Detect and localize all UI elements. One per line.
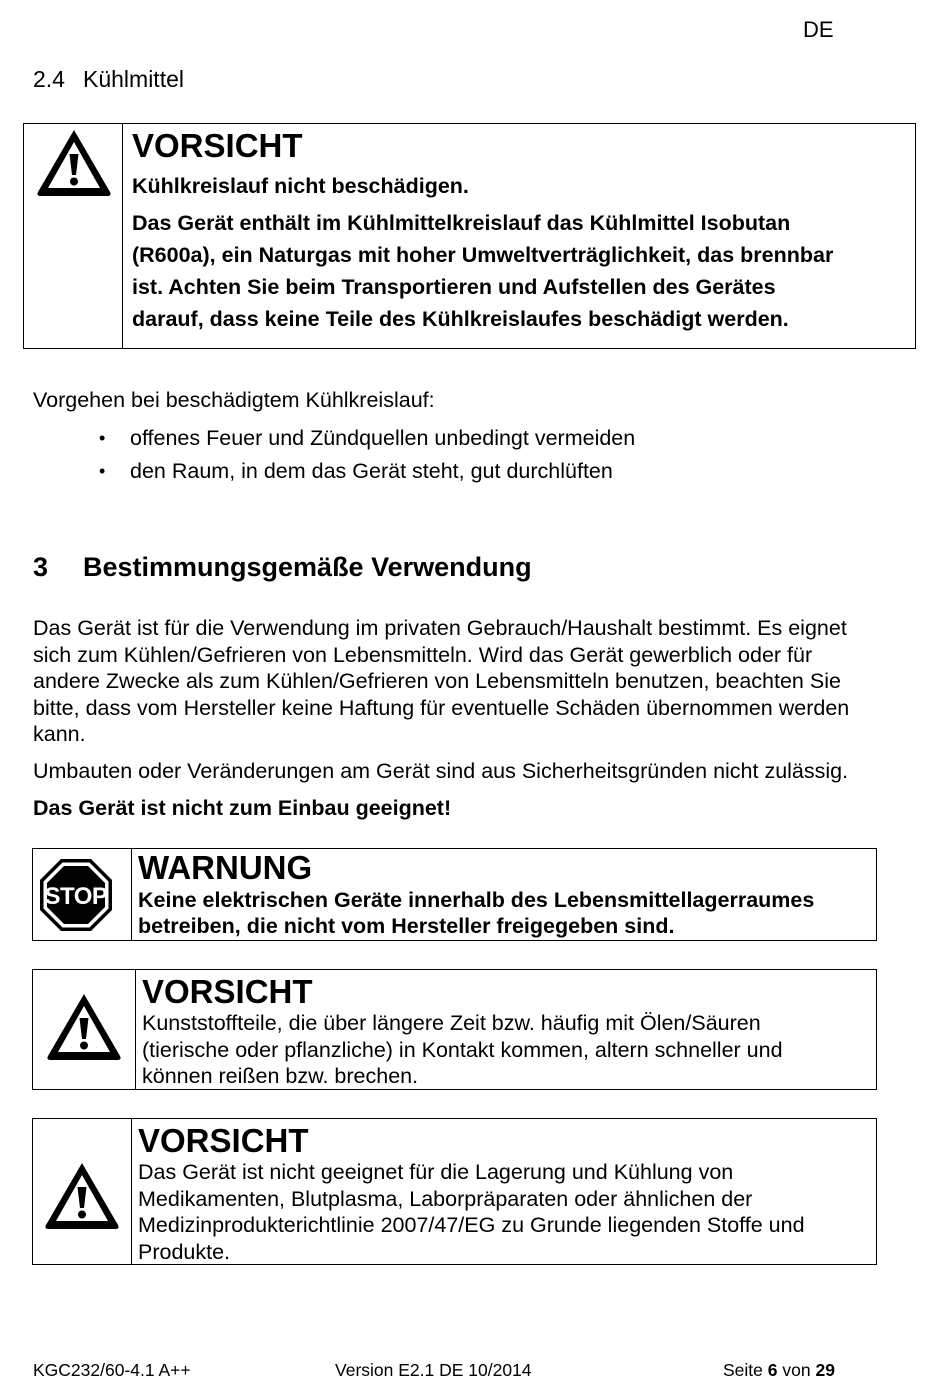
stop-sign-icon [38, 857, 114, 933]
section-heading-2-4 [33, 66, 184, 93]
caution-line: ist. Achten Sie beim Transportieren und Aufstellen des Gerätes [132, 275, 776, 299]
signal-word: WARNUNG [138, 849, 313, 886]
caution-line: Das Gerät enthält im Kühlmittelkreislauf das Kühlmittel Isobutan [132, 211, 791, 235]
caution-line: (R600a), ein Naturgas mit hoher Umweltverträglichkeit, das brennbar [132, 243, 834, 267]
list-item [33, 455, 913, 488]
language-code: DE [803, 17, 834, 42]
section-title: Bestimmungsgemäße Verwendung [83, 552, 532, 582]
stop-sign-text: STOP [44, 883, 108, 910]
warning-triangle-icon [34, 126, 114, 198]
caution-box-plastics [32, 969, 877, 1090]
caution-box-refrigerant [23, 123, 916, 349]
caution-line: Medizinprodukterichtlinie 2007/47/EG zu Grunde liegenden Stoffe und [138, 1213, 805, 1237]
list-item [33, 422, 913, 455]
caution-icon-cell [33, 1119, 132, 1264]
footer-model: KGC232/60-4.1 A++ [33, 1360, 191, 1380]
warning-triangle-icon [42, 1159, 122, 1231]
caution-line: darauf, dass keine Teile des Kühlkreislaufes beschädigt werden. [132, 307, 789, 331]
page-prefix: Seite [723, 1360, 763, 1380]
caution-lead: Kühlkreislauf nicht beschädigen. [132, 174, 469, 198]
caution-text [132, 207, 909, 335]
paragraph-line: kann. [33, 722, 86, 746]
paragraph-line: andere Zwecke als zum Kühlen/Gefrieren von Lebensmitteln benutzen, beachten Sie [33, 669, 841, 693]
section-heading-3 [33, 552, 532, 583]
caution-text [142, 1010, 870, 1090]
warning-line: betreiben, die nicht vom Hersteller freigegeben sind. [138, 914, 675, 938]
caution-line: Das Gerät ist nicht geeignet für die Lagerung und Kühlung von [138, 1160, 734, 1184]
paragraph-line: Das Gerät ist für die Verwendung im privaten Gebrauch/Haushalt bestimmt. Es eignet [33, 616, 847, 640]
caution-line: Medikamenten, Blutplasma, Laborpräparaten oder ähnlichen der [138, 1186, 753, 1211]
footer-version: Version E2.1 DE 10/2014 [335, 1360, 532, 1380]
installation-note: Das Gerät ist nicht zum Einbau geeignet! [33, 796, 452, 820]
paragraph-line: bitte, dass vom Hersteller keine Haftung für eventuelle Schäden übernommen werden [33, 695, 850, 720]
warning-line: Keine elektrischen Geräte innerhalb des Lebensmittellagerraumes [138, 888, 815, 912]
page-total: 29 [815, 1360, 835, 1380]
modification-paragraph: Umbauten oder Veränderungen am Gerät sind aus Sicherheitsgründen nicht zulässig. [33, 759, 849, 783]
caution-text [138, 1159, 870, 1265]
bullet-glyph: • [99, 461, 106, 481]
signal-word: VORSICHT [142, 973, 313, 1010]
warning-triangle-icon [44, 990, 124, 1062]
signal-word: VORSICHT [138, 1122, 309, 1159]
procedure-intro: Vorgehen bei beschädigtem Kühlkreislauf: [33, 388, 435, 412]
page-separator: von [782, 1360, 811, 1380]
bullet-glyph: • [99, 428, 106, 448]
caution-icon-cell [24, 124, 123, 348]
caution-box-medical [32, 1118, 877, 1265]
procedure-list [33, 422, 913, 488]
list-item-text: offenes Feuer und Zündquellen unbedingt vermeiden [130, 426, 636, 450]
caution-icon-cell [33, 970, 136, 1089]
caution-line: können reißen bzw. brechen. [142, 1064, 419, 1088]
signal-word: VORSICHT [132, 127, 303, 164]
section-title: Kühlmittel [83, 66, 184, 92]
paragraph-line: sich zum Kühlen/Gefrieren von Lebensmitteln. Wird das Gerät gewerblich oder für [33, 642, 813, 667]
usage-paragraph [33, 615, 923, 748]
warning-text [138, 887, 870, 939]
caution-line: Kunststoffteile, die über längere Zeit bzw. häufig mit Ölen/Säuren [142, 1011, 761, 1035]
warning-icon-cell [33, 849, 132, 940]
caution-line: Produkte. [138, 1239, 231, 1264]
warning-box-stop [32, 848, 877, 941]
section-number: 3 [33, 552, 49, 582]
list-item-text: den Raum, in dem das Gerät steht, gut durchlüften [130, 459, 613, 483]
footer-page [723, 1360, 835, 1381]
section-number: 2.4 [33, 66, 65, 92]
caution-line: (tierische oder pflanzliche) in Kontakt kommen, altern schneller und [142, 1037, 783, 1062]
page-current: 6 [767, 1360, 778, 1380]
